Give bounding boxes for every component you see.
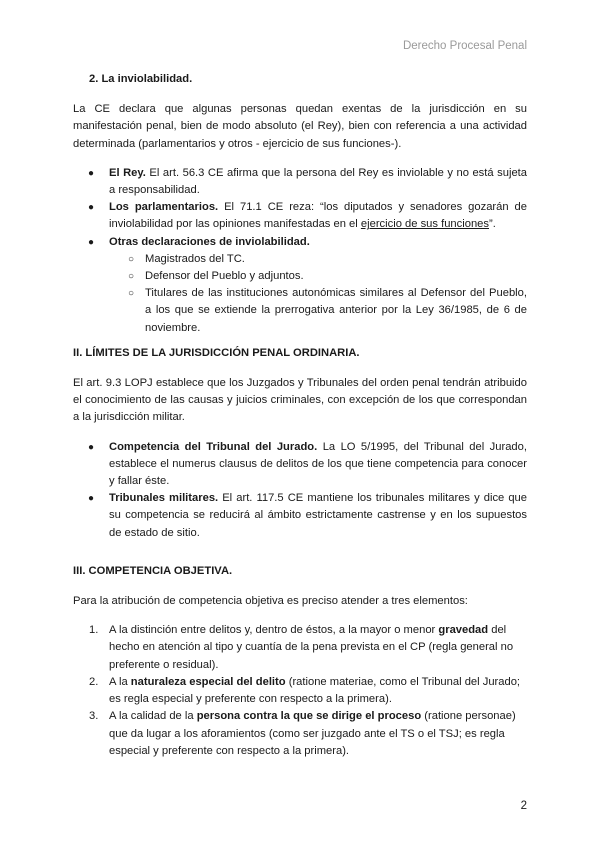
sub-item-tc: ○ Magistrados del TC. — [73, 251, 527, 268]
paragraph-limites-intro: El art. 9.3 LOPJ establece que los Juzgados y Tribunales del orden penal tendrán atribuido el conocimiento de las causas y juicios criminales, con excepción de los que correspondan a la jurisdicción militar. — [73, 377, 527, 424]
item-persona-text-a: A la calidad de la — [109, 710, 197, 723]
item-naturaleza-text-b: (ratione materiae, como el Tribunal del Jurado; es regla especial y preferente con respecto a la primera). — [109, 675, 521, 706]
bullet-jurado-text: La LO 5/1995, del Tribunal del Jurado, establece el numerus clausus de delitos de los que tiene competencia para conocer y fallar éste. — [109, 440, 527, 488]
item-number: 2. — [89, 675, 99, 688]
item-gravedad-bold: gravedad — [438, 624, 489, 637]
bullet-militares-text: El art. 117.5 CE mantiene los tribunales militares y dice que su competencia se reducirá al ámbito estrictamente castrense y en los supuestos de estado de sitio. — [109, 492, 527, 539]
bullet-otras-title: Otras declaraciones de inviolabilidad. — [109, 235, 310, 248]
item-naturaleza-bold: naturaleza especial del delito — [130, 675, 286, 688]
quote-end: ”. — [489, 218, 496, 231]
item-gravedad-text-a: A la distinción entre delitos y, dentro de éstos, a la mayor o menor — [109, 624, 439, 637]
limites-list — [73, 439, 527, 542]
bullet-militares — [73, 490, 527, 542]
bullet-rey-text: El art. 56.3 CE afirma que la persona del Rey es inviolable y no está sujeta a responsabilidad. — [109, 166, 527, 197]
item-persona-text-b: (ratione personae) que da lugar a los aforamientos (como ser juzgado ante el TS o el TSJ; es regla especial y preferente con respecto a la primera). — [109, 710, 516, 757]
bullet-parlamentarios-title: Los parlamentarios. — [109, 201, 219, 214]
page-number: 2 — [520, 800, 527, 812]
underlined-phrase: ejercicio de sus funciones — [360, 218, 489, 231]
inviolabilidad-list — [73, 165, 527, 337]
bullet-jurado — [73, 439, 527, 491]
bullet-rey-title: El Rey. — [109, 166, 146, 179]
running-header: Derecho Procesal Penal — [402, 40, 527, 52]
bullet-militares-title: Tribunales militares. — [109, 492, 219, 505]
sub-item-defensor: ○ Defensor del Pueblo y adjuntos. — [73, 268, 527, 285]
bullet-parlamentarios — [73, 199, 527, 233]
item-persona-bold: persona contra la que se dirige el proceso — [196, 710, 422, 723]
item-number: 3. — [89, 710, 99, 723]
bullet-parlamentarios-text: El 71.1 CE reza: “los diputados y senadores gozarán de inviolabilidad por las opiniones manifestadas en el — [109, 201, 527, 231]
bullet-rey — [73, 165, 527, 199]
otras-sublist — [109, 251, 527, 337]
heading-inviolabilidad: 2. La inviolabilidad. — [89, 73, 193, 85]
item-naturaleza — [73, 674, 527, 708]
paragraph-competencia-intro: Para la atribución de competencia objetiva es preciso atender a tres elementos: — [73, 595, 468, 608]
item-persona — [73, 708, 527, 760]
paragraph-inviolabilidad-intro: La CE declara que algunas personas quedan exentas de la jurisdicción en su manifestación penal, bien de modo absoluto (el Rey), bien con referencia a una actividad determinada (parlamentarios y otros - ejercicio de sus funciones-). — [73, 103, 527, 150]
page-content — [73, 68, 527, 760]
bullet-jurado-title: Competencia del Tribunal del Jurado. — [109, 440, 318, 453]
heading-limites: II. LÍMITES DE LA JURISDICCIÓN PENAL ORDINARIA. — [73, 346, 360, 359]
item-gravedad — [73, 622, 527, 674]
sub-item-autonomicas: ○ Titulares de las instituciones autonómicas similares al Defensor del Pueblo, a los que se extiende la prerrogativa anterior por la Ley 36/1985, de 6 de noviembre. — [73, 285, 527, 337]
competencia-list — [73, 622, 527, 760]
item-number: 1. — [89, 624, 99, 637]
item-naturaleza-text-a: A la — [109, 675, 131, 688]
heading-competencia: III. COMPETENCIA OBJETIVA. — [73, 564, 233, 577]
item-gravedad-text-b: del hecho en atención al tipo y cuantía de la pena prevista en el CP (regla general no preferente o residual). — [109, 624, 514, 671]
bullet-otras — [73, 234, 527, 337]
